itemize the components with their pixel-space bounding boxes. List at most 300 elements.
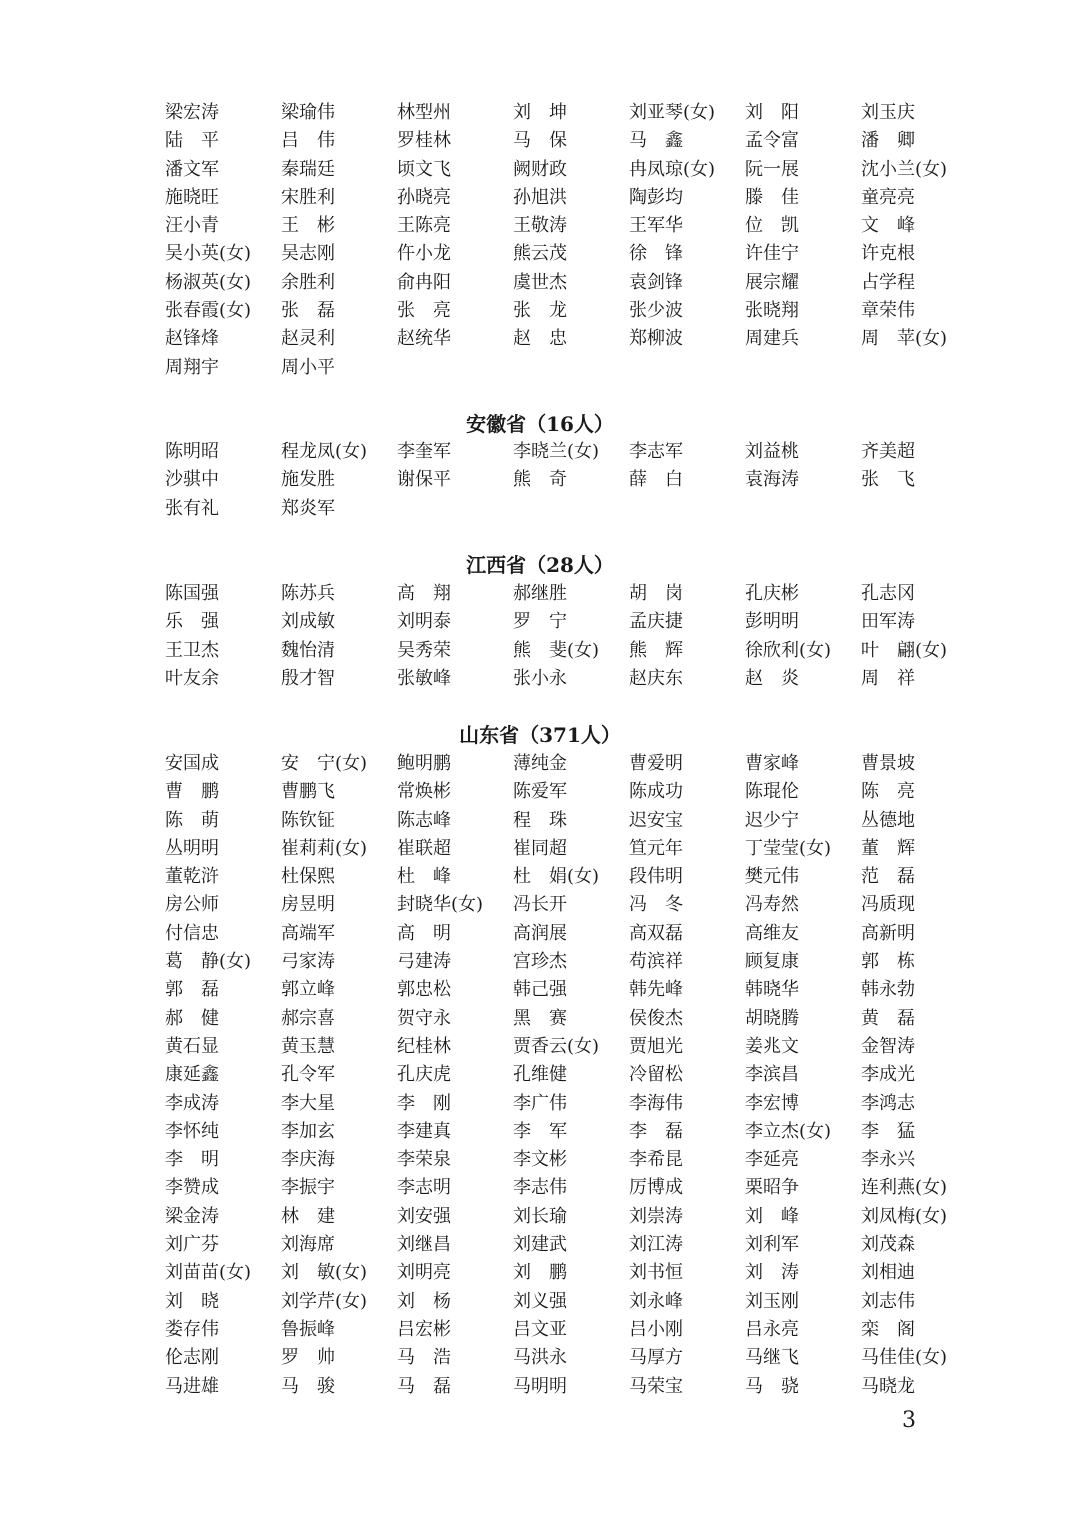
person-name: 封晓华(女)	[397, 894, 484, 916]
person-name: 高 翔	[397, 583, 451, 604]
person-name: 吴小英(女)	[165, 243, 252, 265]
person-name: 马 骏	[281, 1375, 335, 1397]
person-name: 高润展	[513, 922, 567, 944]
name-row	[165, 1231, 995, 1259]
person-name: 李大星	[281, 1092, 335, 1114]
name-row	[165, 466, 995, 494]
person-name: 俞冉阳	[397, 271, 451, 293]
name-row	[165, 835, 995, 863]
person-name: 刘 峰	[745, 1205, 799, 1227]
person-name: 马进雄	[165, 1375, 219, 1397]
person-name: 曹家峰	[745, 753, 799, 774]
person-name: 赵锋烽	[165, 328, 219, 350]
name-row	[165, 1203, 995, 1231]
person-name: 李 磊	[629, 1120, 683, 1142]
person-name: 安国成	[165, 753, 219, 774]
name-row	[165, 325, 995, 353]
person-name: 陈钦钲	[281, 809, 335, 831]
person-name: 刘成敏	[281, 611, 335, 633]
person-name: 马 浩	[397, 1347, 451, 1369]
person-name: 余胜利	[281, 271, 335, 293]
person-name: 叶友余	[165, 667, 219, 689]
person-name: 田军涛	[861, 611, 915, 633]
person-name: 崔联超	[397, 837, 451, 859]
person-name: 赵统华	[397, 328, 451, 350]
person-name: 刘永峰	[629, 1290, 683, 1312]
person-name: 高端军	[281, 922, 335, 944]
person-name: 刘玉庆	[861, 102, 915, 123]
name-row	[165, 1090, 995, 1118]
person-name: 杜保熙	[281, 866, 335, 888]
person-name: 刘益桃	[745, 441, 799, 462]
person-name: 李永兴	[861, 1149, 915, 1171]
person-name: 熊 辉	[629, 639, 683, 661]
person-name: 刘亚琴(女)	[629, 102, 716, 123]
name-row	[165, 1259, 995, 1287]
person-name: 梁金涛	[165, 1205, 219, 1227]
person-name: 陆 平	[165, 130, 219, 152]
person-name: 袁剑锋	[629, 271, 683, 293]
person-name: 周 祥	[861, 667, 915, 689]
person-name: 李文彬	[513, 1149, 567, 1171]
person-name: 刘崇涛	[629, 1205, 683, 1227]
person-name: 刘 晓	[165, 1290, 219, 1312]
person-name: 金智涛	[861, 1035, 915, 1057]
name-row	[165, 863, 995, 891]
person-name: 弓家涛	[281, 951, 335, 973]
person-name: 郝宗喜	[281, 1007, 335, 1029]
person-name: 高新明	[861, 922, 915, 944]
person-name: 郝 健	[165, 1007, 219, 1029]
person-name: 张 亮	[397, 300, 451, 322]
person-name: 刘相迪	[861, 1262, 915, 1284]
person-name: 刘建武	[513, 1234, 567, 1256]
person-name: 马明明	[513, 1375, 567, 1397]
person-name: 潘文军	[165, 158, 219, 180]
person-name: 张晓翔	[745, 300, 799, 322]
person-name: 孔志冈	[861, 583, 915, 604]
person-name: 段伟明	[629, 866, 683, 888]
person-name: 陈国强	[165, 583, 219, 604]
person-name: 胡 岗	[629, 583, 683, 604]
person-name: 李鸿志	[861, 1092, 915, 1114]
person-name: 郭忠松	[397, 979, 451, 1001]
person-name: 王卫杰	[165, 639, 219, 661]
person-name: 罗 帅	[281, 1347, 335, 1369]
person-name: 乐 强	[165, 611, 219, 633]
name-row	[165, 750, 995, 778]
person-name: 鲍明鹏	[397, 753, 451, 774]
name-row	[165, 156, 995, 184]
name-row	[165, 665, 995, 693]
person-name: 沙骐中	[165, 469, 219, 491]
person-name: 刘志伟	[861, 1290, 915, 1312]
person-name: 张少波	[629, 300, 683, 322]
person-name: 马 保	[513, 130, 567, 152]
person-name: 徐 锋	[629, 243, 683, 265]
person-name: 马 磊	[397, 1375, 451, 1397]
person-name: 黑 赛	[513, 1007, 567, 1029]
person-name: 李滨昌	[745, 1064, 799, 1086]
person-name: 厉博成	[629, 1177, 683, 1199]
name-row	[165, 976, 995, 1004]
person-name: 陈成功	[629, 781, 683, 803]
person-name: 孙旭洪	[513, 186, 567, 208]
person-name: 程 珠	[513, 809, 567, 831]
person-name: 范 磊	[861, 866, 915, 888]
person-name: 孔庆彬	[745, 583, 799, 604]
person-name: 曹景坡	[861, 753, 915, 774]
person-name: 薛 白	[629, 469, 683, 491]
name-row	[165, 637, 995, 665]
person-name: 贾旭光	[629, 1035, 683, 1057]
person-name: 董乾浒	[165, 866, 219, 888]
name-row	[165, 1373, 995, 1401]
person-name: 郑炎军	[281, 497, 335, 519]
person-name: 赵庆东	[629, 667, 683, 689]
person-name: 仵小龙	[397, 243, 451, 265]
person-name: 许佳宁	[745, 243, 799, 265]
person-name: 马 鑫	[629, 130, 683, 152]
section-heading: 山东省（371人）	[459, 723, 621, 747]
person-name: 展宗耀	[745, 271, 799, 293]
name-row	[165, 297, 995, 325]
person-name: 刘广芬	[165, 1234, 219, 1256]
person-name: 韩永勃	[861, 979, 915, 1001]
person-name: 陶彭均	[629, 186, 683, 208]
name-row	[165, 495, 995, 523]
person-name: 陈 萌	[165, 809, 219, 831]
person-name: 阙财政	[513, 158, 567, 180]
person-name: 李成涛	[165, 1092, 219, 1114]
person-name: 刘学芹(女)	[281, 1290, 368, 1312]
person-name: 吕 伟	[281, 130, 335, 152]
person-name: 罗 宁	[513, 611, 567, 633]
person-name: 陈爱军	[513, 781, 567, 803]
person-name: 刘 坤	[513, 102, 567, 123]
person-name: 吕宏彬	[397, 1318, 451, 1340]
person-name: 张 龙	[513, 300, 567, 322]
person-name: 周 苹(女)	[861, 328, 948, 350]
person-name: 薄纯金	[513, 753, 567, 774]
person-name: 位 凯	[745, 215, 799, 237]
person-name: 安 宁(女)	[281, 753, 368, 774]
person-name: 冯寿然	[745, 894, 799, 916]
person-name: 刘明亮	[397, 1262, 451, 1284]
person-name: 丛明明	[165, 837, 219, 859]
person-name: 李希昆	[629, 1149, 683, 1171]
name-list	[165, 438, 995, 523]
person-name: 刘 鹏	[513, 1262, 567, 1284]
person-name: 孔令军	[281, 1064, 335, 1086]
person-name: 迟少宁	[745, 809, 799, 831]
person-name: 王陈亮	[397, 215, 451, 237]
person-name: 李立杰(女)	[745, 1120, 832, 1142]
person-name: 李志军	[629, 441, 683, 462]
person-name: 马洪永	[513, 1347, 567, 1369]
name-row	[165, 608, 995, 636]
person-name: 张 磊	[281, 300, 335, 322]
name-row	[165, 184, 995, 212]
person-name: 孔维健	[513, 1064, 567, 1086]
person-name: 虞世杰	[513, 271, 567, 293]
person-name: 施发胜	[281, 469, 335, 491]
section-heading: 安徽省（16人）	[466, 412, 614, 436]
name-row	[165, 212, 995, 240]
person-name: 房公师	[165, 894, 219, 916]
section-heading: 江西省（28人）	[466, 553, 614, 577]
person-name: 黄玉慧	[281, 1035, 335, 1057]
name-row	[165, 807, 995, 835]
person-name: 熊云茂	[513, 243, 567, 265]
person-name: 王军华	[629, 215, 683, 237]
person-name: 孔庆虎	[397, 1064, 451, 1086]
name-row	[165, 948, 995, 976]
person-name: 刘茂森	[861, 1234, 915, 1256]
person-name: 刘利军	[745, 1234, 799, 1256]
person-name: 马佳佳(女)	[861, 1347, 948, 1369]
person-name: 冷留松	[629, 1064, 683, 1086]
person-name: 董 辉	[861, 837, 915, 859]
person-name: 刘玉刚	[745, 1290, 799, 1312]
person-name: 李成光	[861, 1064, 915, 1086]
person-name: 高维友	[745, 922, 799, 944]
name-list	[165, 750, 995, 1401]
person-name: 刘江涛	[629, 1234, 683, 1256]
person-name: 殷才智	[281, 667, 335, 689]
name-row	[165, 354, 995, 382]
person-name: 文 峰	[861, 215, 915, 237]
person-name: 杜 峰	[397, 866, 451, 888]
person-name: 常焕彬	[397, 781, 451, 803]
person-name: 杜 娟(女)	[513, 866, 600, 888]
person-name: 李 猛	[861, 1120, 915, 1142]
person-name: 林型州	[397, 102, 451, 123]
person-name: 马晓龙	[861, 1375, 915, 1397]
person-name: 宋胜利	[281, 186, 335, 208]
person-name: 郝继胜	[513, 583, 567, 604]
person-name: 张有礼	[165, 497, 219, 519]
person-name: 李庆海	[281, 1149, 335, 1171]
person-name: 齐美超	[861, 441, 915, 462]
person-name: 康延鑫	[165, 1064, 219, 1086]
person-name: 刘 敏(女)	[281, 1262, 368, 1284]
person-name: 占学程	[861, 271, 915, 293]
person-name: 栾 阁	[861, 1318, 915, 1340]
name-row	[165, 1288, 995, 1316]
person-name: 王 彬	[281, 215, 335, 237]
person-name: 马厚方	[629, 1347, 683, 1369]
person-name: 付信忠	[165, 922, 219, 944]
page-number: 3	[902, 1408, 916, 1433]
person-name: 童亮亮	[861, 186, 915, 208]
person-name: 陈 亮	[861, 781, 915, 803]
person-name: 房昱明	[281, 894, 335, 916]
person-name: 李海伟	[629, 1092, 683, 1114]
person-name: 魏怡清	[281, 639, 335, 661]
person-name: 孟令富	[745, 130, 799, 152]
person-name: 周翔宇	[165, 356, 219, 378]
person-name: 胡晓腾	[745, 1007, 799, 1029]
person-name: 韩晓华	[745, 979, 799, 1001]
person-name: 郭 磊	[165, 979, 219, 1001]
person-name: 曹鹏飞	[281, 781, 335, 803]
person-name: 刘 阳	[745, 102, 799, 123]
person-name: 施晓旺	[165, 186, 219, 208]
person-name: 陈明昭	[165, 441, 219, 462]
person-name: 曹 鹏	[165, 781, 219, 803]
person-name: 陈志峰	[397, 809, 451, 831]
person-name: 弓建涛	[397, 951, 451, 973]
person-name: 秦瑞廷	[281, 158, 335, 180]
person-name: 姜兆文	[745, 1035, 799, 1057]
person-name: 葛 静(女)	[165, 951, 252, 973]
person-name: 孟庆捷	[629, 611, 683, 633]
person-name: 顷文飞	[397, 158, 451, 180]
person-name: 王敬涛	[513, 215, 567, 237]
person-name: 吕永亮	[745, 1318, 799, 1340]
person-name: 赵 炎	[745, 667, 799, 689]
person-name: 李 明	[165, 1149, 219, 1171]
person-name: 张春霞(女)	[165, 300, 252, 322]
person-name: 刘安强	[397, 1205, 451, 1227]
name-row	[165, 1061, 995, 1089]
person-name: 崔同超	[513, 837, 567, 859]
person-name: 马继飞	[745, 1347, 799, 1369]
name-row	[165, 1316, 995, 1344]
person-name: 章荣伟	[861, 300, 915, 322]
person-name: 李晓兰(女)	[513, 441, 600, 462]
person-name: 刘书恒	[629, 1262, 683, 1284]
person-name: 冯 冬	[629, 894, 683, 916]
person-name: 丛德地	[861, 809, 915, 831]
person-name: 周小平	[281, 356, 335, 378]
person-name: 刘苗苗(女)	[165, 1262, 252, 1284]
person-name: 李振宇	[281, 1177, 335, 1199]
person-name: 张敏峰	[397, 667, 451, 689]
person-name: 宫珍杰	[513, 951, 567, 973]
person-name: 曹爱明	[629, 753, 683, 774]
name-list	[165, 99, 995, 382]
person-name: 袁海涛	[745, 469, 799, 491]
person-name: 贺守永	[397, 1007, 451, 1029]
person-name: 彭明明	[745, 611, 799, 633]
person-name: 张 飞	[861, 469, 915, 491]
person-name: 李荣泉	[397, 1149, 451, 1171]
person-name: 刘凤梅(女)	[861, 1205, 948, 1227]
person-name: 刘明泰	[397, 611, 451, 633]
person-name: 冉凤琼(女)	[629, 158, 716, 180]
person-name: 伦志刚	[165, 1347, 219, 1369]
name-list	[165, 580, 995, 693]
name-row	[165, 99, 995, 127]
person-name: 马荣宝	[629, 1375, 683, 1397]
person-name: 杨淑英(女)	[165, 271, 252, 293]
person-name: 刘长瑜	[513, 1205, 567, 1227]
person-name: 黄 磊	[861, 1007, 915, 1029]
name-row	[165, 269, 995, 297]
person-name: 李 刚	[397, 1092, 451, 1114]
person-name: 沈小兰(女)	[861, 158, 948, 180]
person-name: 陈苏兵	[281, 583, 335, 604]
name-row	[165, 891, 995, 919]
person-name: 汪小青	[165, 215, 219, 237]
person-name: 李志伟	[513, 1177, 567, 1199]
person-name: 孙晓亮	[397, 186, 451, 208]
name-row	[165, 1344, 995, 1372]
person-name: 李志明	[397, 1177, 451, 1199]
person-name: 冯质现	[861, 894, 915, 916]
person-name: 樊元伟	[745, 866, 799, 888]
name-row	[165, 580, 995, 608]
name-row	[165, 920, 995, 948]
name-row	[165, 1146, 995, 1174]
person-name: 李 军	[513, 1120, 567, 1142]
person-name: 韩先峰	[629, 979, 683, 1001]
person-name: 郑柳波	[629, 328, 683, 350]
person-name: 栗昭争	[745, 1177, 799, 1199]
person-name: 迟安宝	[629, 809, 683, 831]
person-name: 刘 涛	[745, 1262, 799, 1284]
person-name: 李怀纯	[165, 1120, 219, 1142]
person-name: 吴秀荣	[397, 639, 451, 661]
person-name: 许克根	[861, 243, 915, 265]
name-row	[165, 438, 995, 466]
person-name: 郭立峰	[281, 979, 335, 1001]
person-name: 吕小刚	[629, 1318, 683, 1340]
person-name: 刘海席	[281, 1234, 335, 1256]
person-name: 梁宏涛	[165, 102, 219, 123]
person-name: 娄存伟	[165, 1318, 219, 1340]
person-name: 刘继昌	[397, 1234, 451, 1256]
person-name: 贾香云(女)	[513, 1035, 600, 1057]
person-name: 陈琨伦	[745, 781, 799, 803]
person-name: 黄石显	[165, 1035, 219, 1057]
person-name: 赵灵利	[281, 328, 335, 350]
person-name: 高 明	[397, 922, 451, 944]
person-name: 吴志刚	[281, 243, 335, 265]
name-row	[165, 127, 995, 155]
person-name: 程龙凤(女)	[281, 441, 368, 462]
person-name: 苟滨祥	[629, 951, 683, 973]
person-name: 叶 翩(女)	[861, 639, 948, 661]
person-name: 吕文亚	[513, 1318, 567, 1340]
name-row	[165, 778, 995, 806]
person-name: 徐欣利(女)	[745, 639, 832, 661]
person-name: 冯长开	[513, 894, 567, 916]
person-name: 滕 佳	[745, 186, 799, 208]
person-name: 罗桂林	[397, 130, 451, 152]
person-name: 李奎军	[397, 441, 451, 462]
person-name: 阮一展	[745, 158, 799, 180]
person-name: 李加玄	[281, 1120, 335, 1142]
person-name: 刘义强	[513, 1290, 567, 1312]
person-name: 崔莉莉(女)	[281, 837, 368, 859]
person-name: 连利燕(女)	[861, 1177, 948, 1199]
person-name: 周建兵	[745, 328, 799, 350]
person-name: 李宏博	[745, 1092, 799, 1114]
name-row	[165, 1174, 995, 1202]
person-name: 李广伟	[513, 1092, 567, 1114]
person-name: 熊 斐(女)	[513, 639, 600, 661]
person-name: 侯俊杰	[629, 1007, 683, 1029]
person-name: 谢保平	[397, 469, 451, 491]
person-name: 刘 杨	[397, 1290, 451, 1312]
name-row	[165, 1033, 995, 1061]
person-name: 郭 栋	[861, 951, 915, 973]
person-name: 纪桂林	[397, 1035, 451, 1057]
person-name: 李赞成	[165, 1177, 219, 1199]
